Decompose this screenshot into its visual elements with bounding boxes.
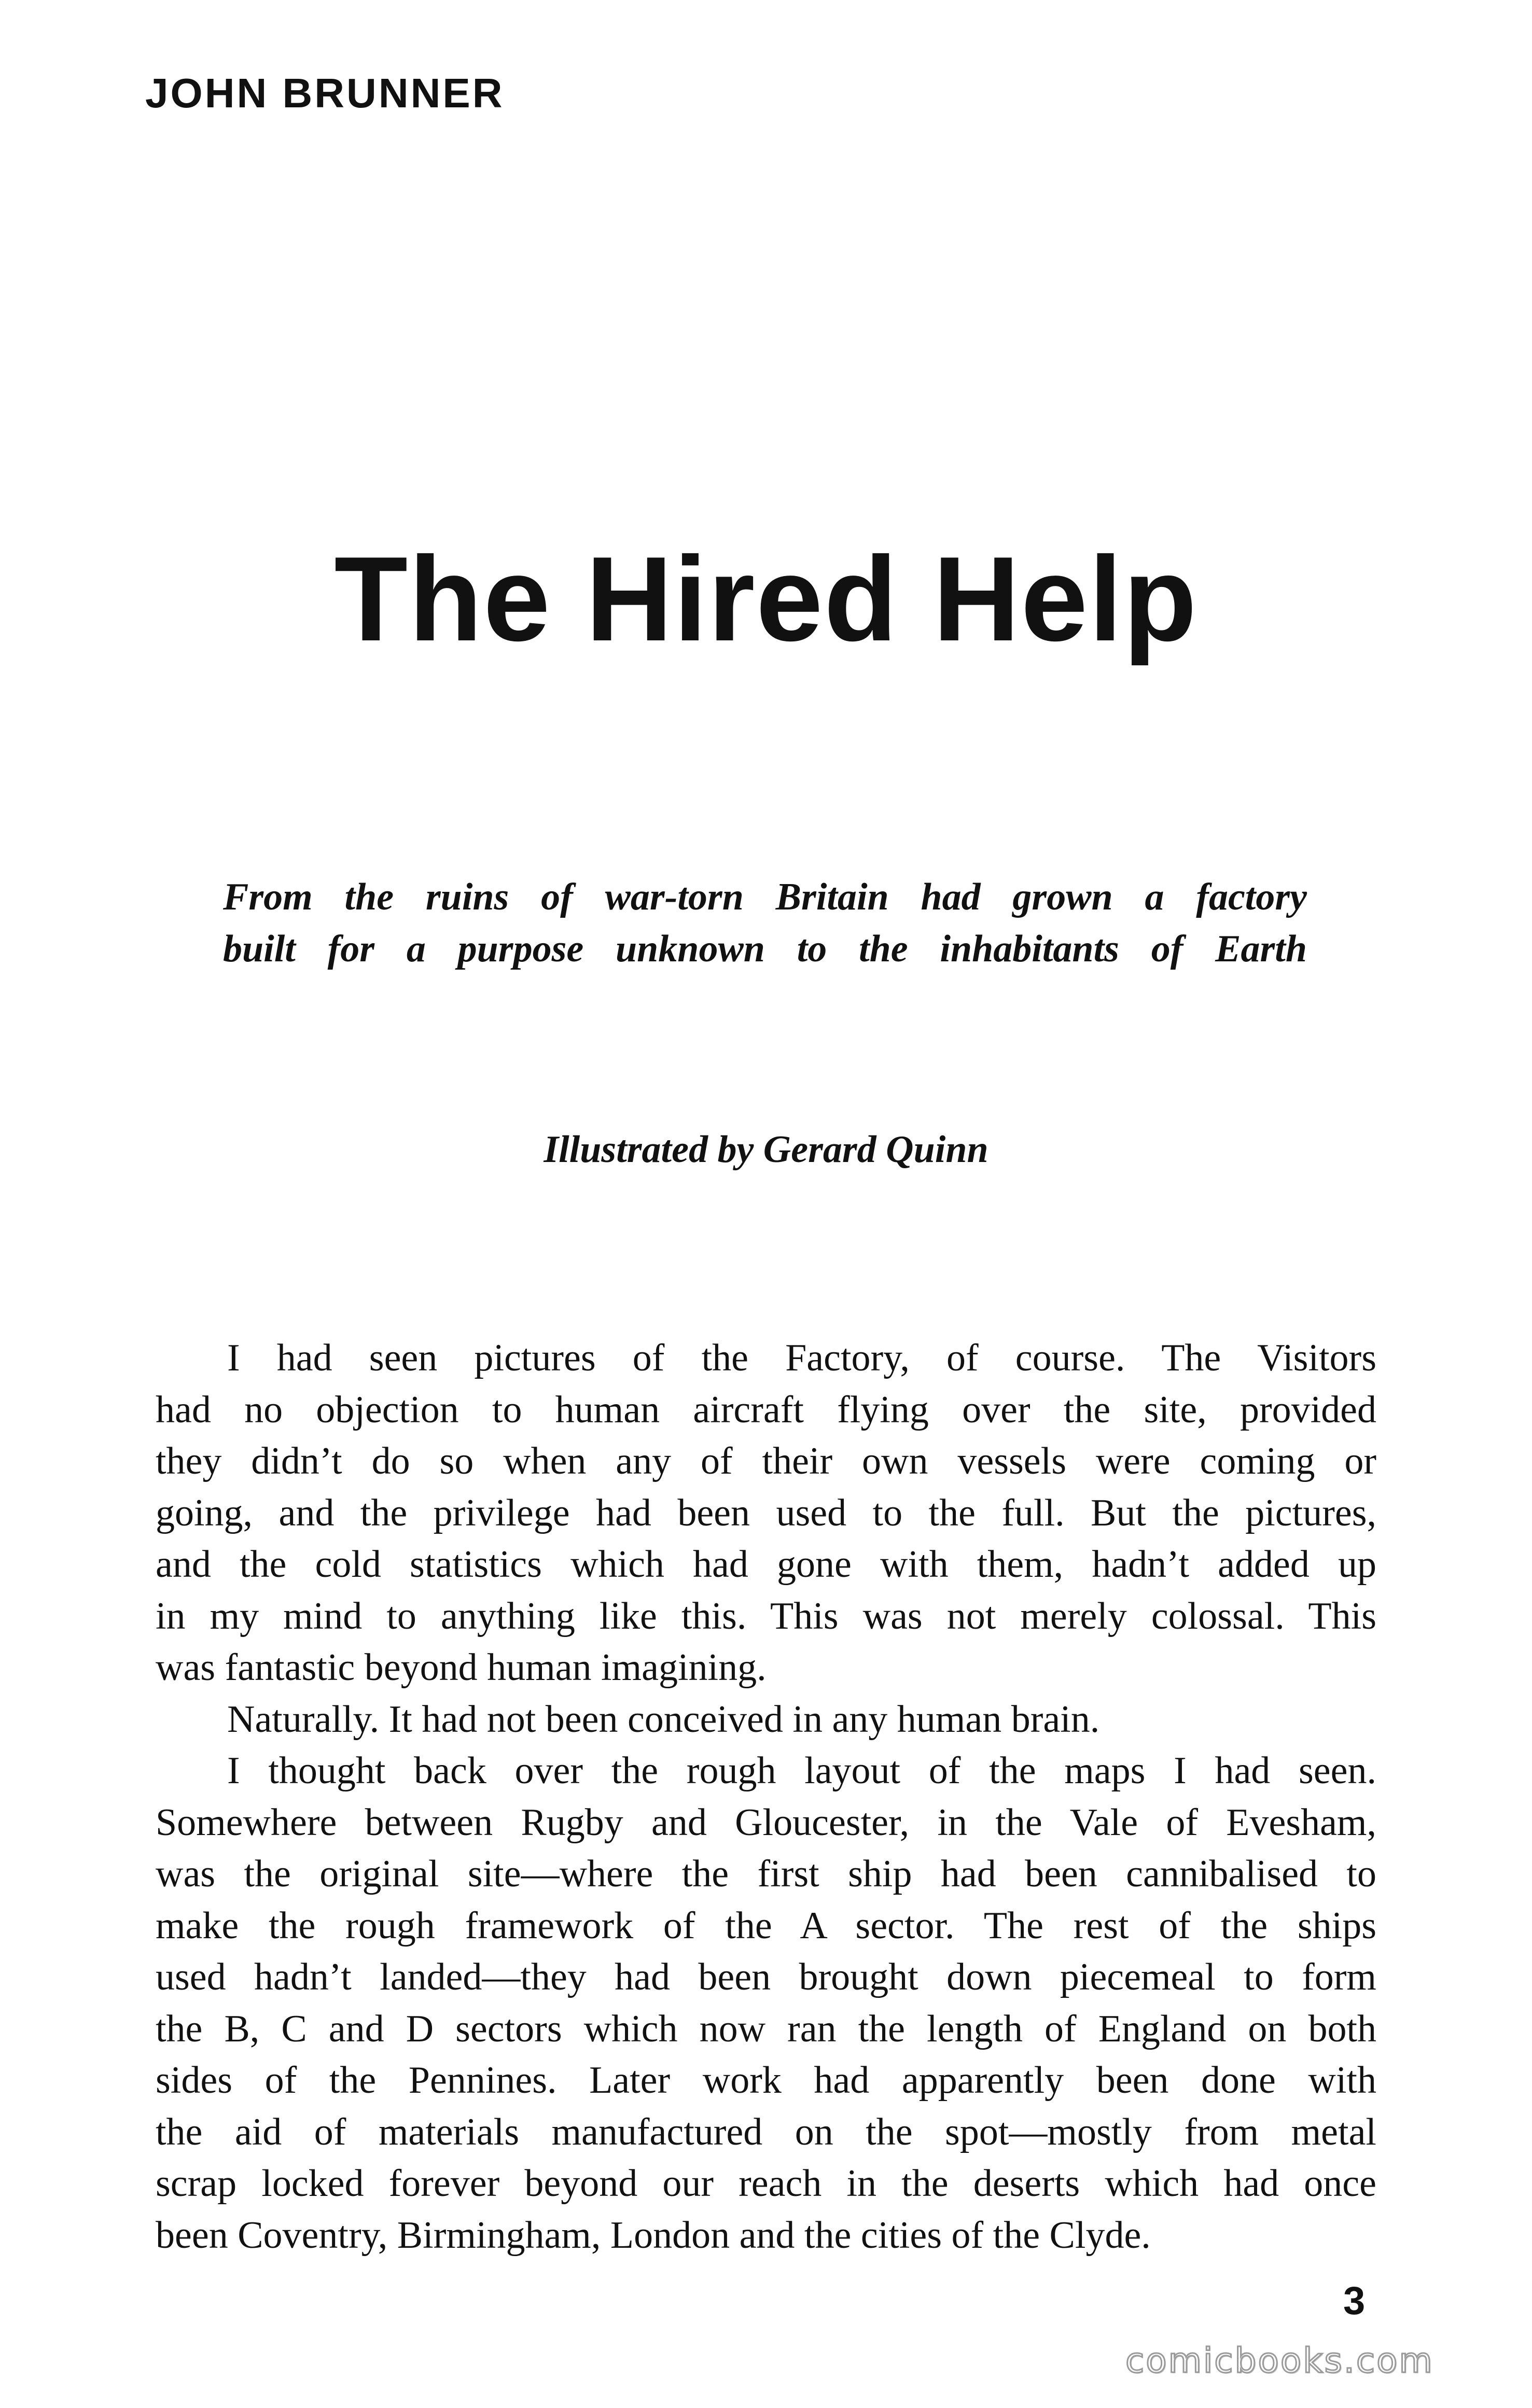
body-line: they didn’t do so when any of their own vessels were coming or [156, 1440, 1376, 1482]
body-line: was the original site—where the first ship had been cannibalised to [156, 1853, 1376, 1895]
body-line: had no objection to human aircraft flying over the site, provided [156, 1388, 1376, 1431]
body-line: the aid of materials manufactured on the spot—mostly from metal [156, 2110, 1376, 2153]
body-line: and the cold statistics which had gone with them, hadn’t added up [156, 1543, 1376, 1586]
story-title: The Hired Help [334, 532, 1198, 666]
body-line: the B, C and D sectors which now ran the length of England on both [156, 2007, 1376, 2050]
body-line: used hadn’t landed—they had been brought down piecemeal to form [156, 1956, 1376, 1998]
story-blurb [223, 871, 1307, 975]
body-line: going, and the privilege had been used to the full. But the pictures, [156, 1491, 1376, 1534]
body-line: scrap locked forever beyond our reach in the deserts which had once [156, 2162, 1376, 2205]
watermark: comicbooks.com [1125, 2341, 1434, 2381]
story-body [156, 1333, 1376, 2261]
body-line: Naturally. It had not been conceived in any human brain. [227, 1698, 1100, 1741]
page-number: 3 [1343, 2279, 1366, 2323]
body-line: I had seen pictures of the Factory, of course. The Visitors [227, 1337, 1376, 1379]
body-line: was fantastic beyond human imagining. [156, 1646, 767, 1689]
body-line: I thought back over the rough layout of the maps I had seen. [227, 1749, 1376, 1792]
body-line: been Coventry, Birmingham, London and the cities of the Clyde. [156, 2214, 1151, 2257]
blurb-line: From the ruins of war-torn Britain had grown a factory [223, 876, 1307, 918]
body-line: sides of the Pennines. Later work had apparently been done with [156, 2059, 1376, 2102]
blurb-line: built for a purpose unknown to the inhabitants of Earth [223, 928, 1307, 970]
body-line: Somewhere between Rugby and Gloucester, in the Vale of Evesham, [156, 1801, 1376, 1844]
body-line: make the rough framework of the A sector. The rest of the ships [156, 1904, 1376, 1947]
body-line: in my mind to anything like this. This was not merely colossal. This [156, 1594, 1376, 1637]
illustrator-credit: Illustrated by Gerard Quinn [544, 1128, 988, 1171]
author-name: JOHN BRUNNER [145, 70, 505, 116]
